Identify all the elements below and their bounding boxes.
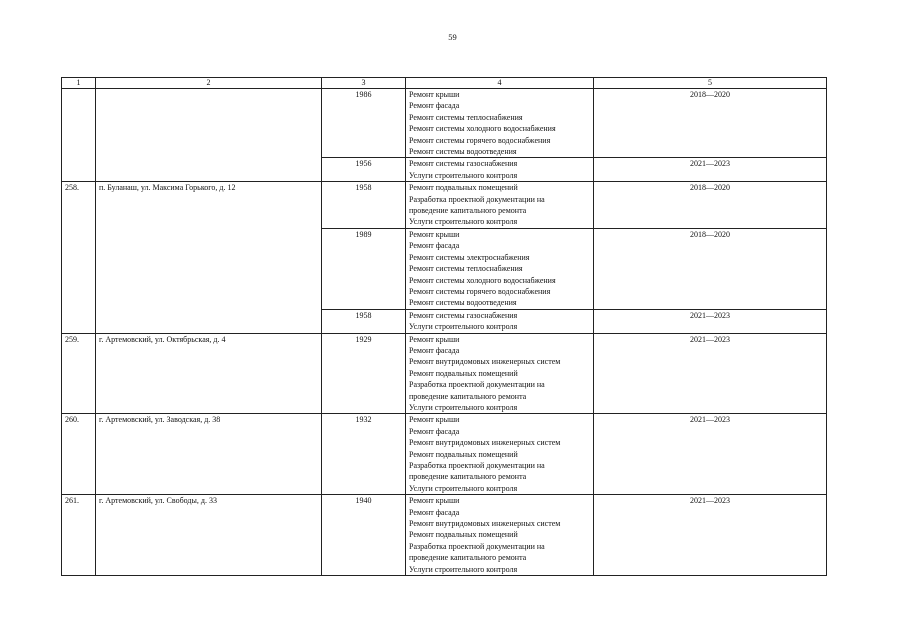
work-item: Ремонт внутридомовых инженерных систем	[409, 357, 561, 367]
work-item: Разработка проектной документации на	[409, 380, 545, 390]
work-item: Ремонт крыши	[409, 90, 460, 99]
works-cell	[406, 495, 594, 576]
address-cell: г. Артемовский, ул. Свободы, д. 33	[96, 495, 322, 576]
work-item: Ремонт внутридомовых инженерных систем	[409, 438, 561, 448]
work-item: Ремонт системы холодного водоснабжения	[409, 124, 556, 134]
table-row	[62, 495, 827, 576]
work-item: Ремонт системы газоснабжения	[409, 159, 518, 169]
period-cell: 2018—2020	[594, 228, 827, 309]
period-cell: 2021—2023	[594, 495, 827, 576]
capital-repair-table	[61, 77, 827, 576]
row-number: 258.	[62, 182, 96, 333]
work-item: Ремонт крыши	[409, 334, 460, 344]
year-cell: 1989	[322, 228, 406, 309]
year-cell: 1958	[322, 182, 406, 229]
address-cell: г. Артемовский, ул. Октябрьская, д. 4	[96, 333, 322, 414]
row-number: 259.	[62, 333, 96, 414]
work-item: Ремонт подвальных помещений	[409, 368, 518, 378]
work-item: Услуги строительного контроля	[409, 564, 518, 574]
work-item: Ремонт подвальных помещений	[409, 183, 518, 193]
header-col-3: 3	[322, 78, 406, 89]
period-cell: 2021—2023	[594, 309, 827, 333]
work-item: Услуги строительного контроля	[409, 322, 518, 332]
works-cell	[406, 228, 594, 309]
work-item: проведение капитального ремонта	[409, 472, 527, 482]
works-cell	[406, 182, 594, 229]
period-cell: 2018—2020	[594, 182, 827, 229]
period-cell: 2021—2023	[594, 414, 827, 495]
work-item: проведение капитального ремонта	[409, 391, 527, 401]
work-item: Разработка проектной документации на	[409, 461, 545, 470]
work-item: Ремонт системы холодного водоснабжения	[409, 275, 556, 285]
work-item: Ремонт системы электроснабжения	[409, 252, 530, 262]
table-row	[62, 414, 827, 495]
table-row	[62, 182, 827, 229]
work-item: Ремонт системы газоснабжения	[409, 310, 518, 320]
work-item: Ремонт системы водоотведения	[409, 147, 517, 157]
address-cell: г. Артемовский, ул. Заводская, д. 38	[96, 414, 322, 495]
work-item: Ремонт крыши	[409, 415, 460, 425]
work-item: Разработка проектной документации на	[409, 194, 545, 204]
page-number: 59	[448, 32, 457, 42]
works-cell	[406, 333, 594, 414]
work-item: проведение капитального ремонта	[409, 553, 527, 563]
work-item: Ремонт фасада	[409, 345, 460, 355]
work-item: Услуги строительного контроля	[409, 170, 518, 180]
work-item: Ремонт системы горячего водоснабжения	[409, 135, 551, 145]
period-cell: 2021—2023	[594, 158, 827, 182]
work-item: Разработка проектной документации на	[409, 541, 545, 551]
work-item: Ремонт системы теплоснабжения	[409, 112, 523, 122]
header-col-4: 4	[406, 78, 594, 89]
work-item: Ремонт фасада	[409, 101, 460, 111]
year-cell: 1956	[322, 158, 406, 182]
work-item: Ремонт системы теплоснабжения	[409, 264, 523, 274]
work-item: Услуги строительного контроля	[409, 402, 518, 412]
work-item: Ремонт системы водоотведения	[409, 298, 517, 308]
address-cell	[96, 89, 322, 182]
row-number	[62, 89, 96, 182]
work-item: проведение капитального ремонта	[409, 206, 527, 216]
work-item: Ремонт фасада	[409, 507, 460, 517]
row-number: 260.	[62, 414, 96, 495]
work-item: Ремонт фасада	[409, 241, 460, 251]
year-cell: 1940	[322, 495, 406, 576]
work-item: Ремонт крыши	[409, 229, 460, 239]
works-cell	[406, 158, 594, 182]
header-col-5: 5	[594, 78, 827, 89]
table-row	[62, 333, 827, 414]
header-col-1: 1	[62, 78, 96, 89]
address-cell: п. Буланаш, ул. Максима Горького, д. 12	[96, 182, 322, 333]
row-number: 261.	[62, 495, 96, 576]
works-cell	[406, 309, 594, 333]
year-cell: 1932	[322, 414, 406, 495]
year-cell: 1986	[322, 89, 406, 158]
period-cell: 2021—2023	[594, 333, 827, 414]
work-item: Услуги строительного контроля	[409, 217, 518, 227]
work-item: Услуги строительного контроля	[409, 483, 518, 493]
period-cell: 2018—2020	[594, 89, 827, 158]
work-item: Ремонт подвальных помещений	[409, 530, 518, 540]
works-cell	[406, 414, 594, 495]
work-item: Ремонт крыши	[409, 496, 460, 506]
year-cell: 1929	[322, 333, 406, 414]
work-item: Ремонт подвальных помещений	[409, 449, 518, 459]
work-item: Ремонт фасада	[409, 426, 460, 436]
table-row	[62, 89, 827, 158]
work-item: Ремонт внутридомовых инженерных систем	[409, 519, 561, 529]
table-header-row	[62, 78, 827, 89]
header-col-2: 2	[96, 78, 322, 89]
works-cell	[406, 89, 594, 158]
work-item: Ремонт системы горячего водоснабжения	[409, 286, 551, 296]
year-cell: 1958	[322, 309, 406, 333]
